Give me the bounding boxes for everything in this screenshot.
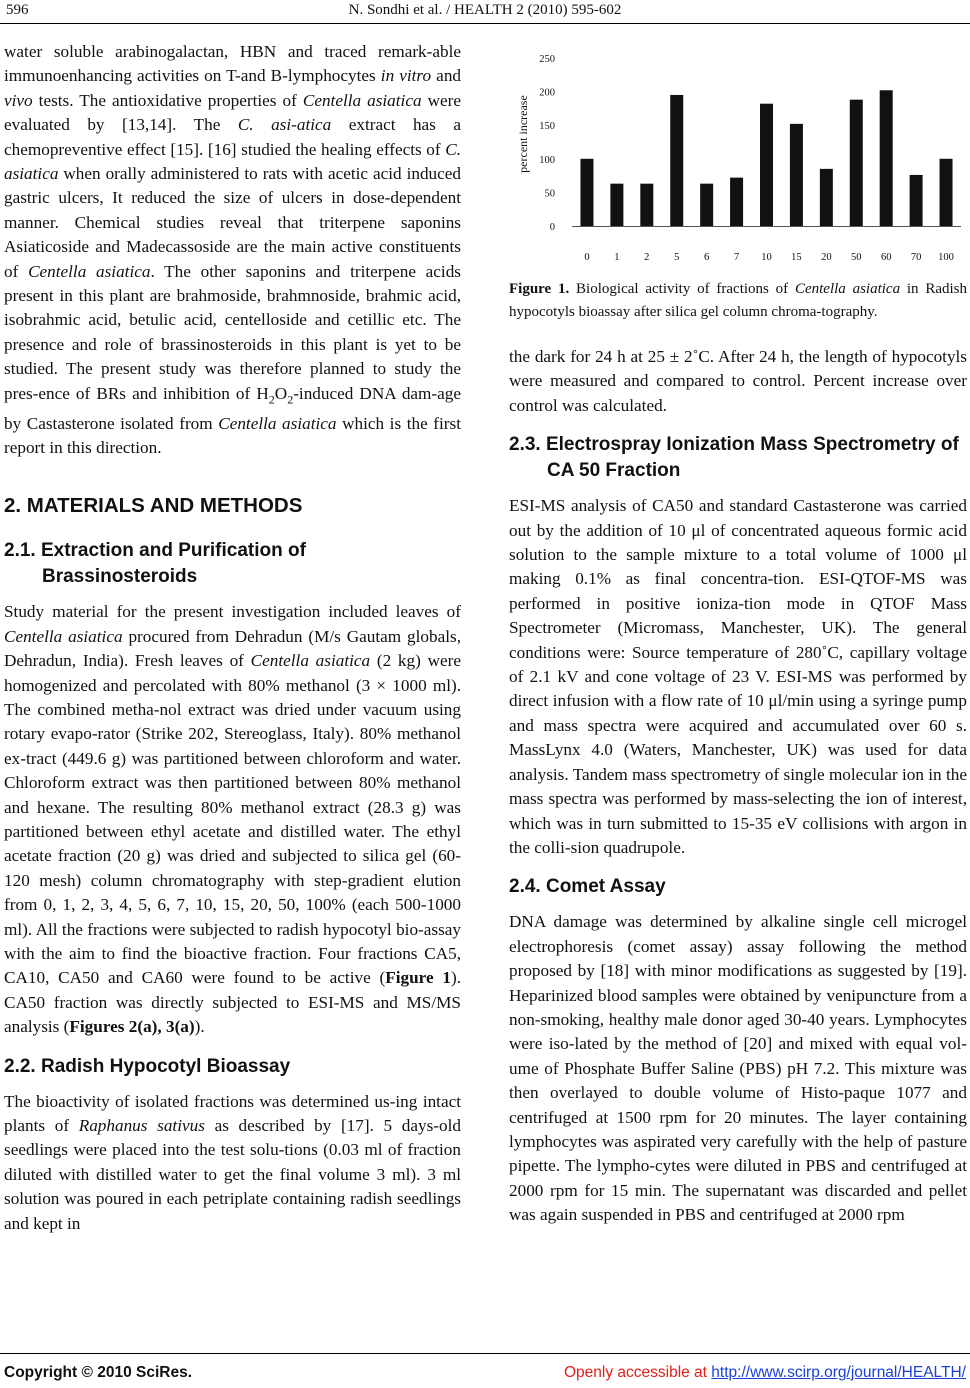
bar-50 xyxy=(850,100,863,226)
figure-1-caption: Figure 1. Biological activity of fractions of Centella asiatica in Radish hypocotyls bioassay after silica gel column chroma-tography. xyxy=(509,281,968,320)
bar-1 xyxy=(610,184,623,226)
subsection-heading-comet-assay: 2.4. Comet Assay xyxy=(509,876,666,898)
subsection-heading-esi-ms: 2.3. Electrospray Ionization Mass Spectrometry of CA 50 Fraction xyxy=(509,434,959,482)
header-rule xyxy=(0,23,970,24)
left-column xyxy=(4,40,461,1236)
x-tick-label: 5 xyxy=(674,252,680,263)
y-tick-label: 200 xyxy=(539,87,555,99)
x-tick-label: 10 xyxy=(761,252,772,263)
y-tick-label: 50 xyxy=(544,188,555,200)
figure-1 xyxy=(509,40,967,268)
bar-15 xyxy=(790,124,803,226)
bioassay-continued-paragraph: the dark for 24 h at 25 ± 2˚C. After 24 h, the length of hypocotyls were measured and compared to control. Percent increase over control was calculated. xyxy=(509,347,967,415)
bar-60 xyxy=(880,90,893,226)
bar-6 xyxy=(700,184,713,226)
x-tick-label: 50 xyxy=(851,252,862,263)
page-number: 596 xyxy=(6,2,29,18)
footer-rule xyxy=(0,1353,970,1354)
bar-7 xyxy=(730,178,743,226)
x-tick-label: 1 xyxy=(614,252,620,263)
y-tick-label: 250 xyxy=(539,54,555,65)
bar-10 xyxy=(760,104,773,226)
bar-100 xyxy=(940,159,953,226)
footer-access-label: Openly accessible at xyxy=(563,1364,712,1381)
x-tick-label: 2 xyxy=(644,252,650,263)
intro-paragraph: water soluble arabinogalactan, HBN and traced remark-able immunoenhancing activities on T-and B-lymphocytes in vitro and vivo tests. The antioxidative properties of Centella asiatica were evaluated by [13,14]. The C. asi-atica extract has a chemopreventive effect [15]. [16] studied the healing effects of C. asiatica when orally administered to rats with acetic acid induced gastric ulcers, It reduced the size of ulcers in dose-dependent manner. Chemical studies reveal that triterpene saponins Asiaticoside and Madecassoside are the main active constituents of Centella asiatica. The other saponins and triterpene acids present in this plant are brahmoside, brahmnoside, brahmic acid, isobrahmic acid, betulic acid, centelloside and cetillic etc. The presence and role of brassinosteroids in this plant is yet to be studied. The present study was therefore planned to study the pres-ence of BRs and inhibition of $H_2O_2$-induced DNA dam-age by Castasterone isolated from Centella asiatica which is the first report in this direction. xyxy=(4,42,462,457)
section-heading-materials-methods: 2. MATERIALS AND METHODS xyxy=(4,494,303,518)
journal-link[interactable]: http://www.scirp.org/journal/HEALTH/ xyxy=(711,1364,966,1381)
y-axis-label: percent increase xyxy=(516,95,530,173)
comet-assay-paragraph: DNA damage was determined by alkaline single cell microgel electrophoresis (comet assay) assay following the method proposed by [18] with minor modifications as suggested by [19]. Heparinized blood samples were obtained by venipuncture from a non-smoking, healthy male donor aged 30-40 years. Lymphocytes were iso-lated by the method of [20] and mixed with equal vol-ume of Phosphate Buffer Saline (PBS) pH 7.2. This mixture was then overlayed to double volume of Histo-paque 1077 and centrifuged at 1500 rpm for 20 minutes. The layer containing lymphocytes was aspirated very carefully with the help of pasture pipette. The lympho-cytes were diluted in PBS and centrifuged at 2000 rpm for 15 min. The supernatant was discarded and pellet was again suspended in PBS and centrifuged at 2000 rpm xyxy=(509,912,967,1225)
bar-20 xyxy=(820,169,833,226)
bar-0 xyxy=(580,159,593,226)
x-tick-label: 6 xyxy=(704,252,710,263)
subsection-heading-extraction: 2.1. Extraction and Purification of Brassinosteroids xyxy=(4,540,306,588)
bar-70 xyxy=(910,175,923,226)
bioassay-paragraph: The bioactivity of isolated fractions was determined us-ing intact plants of Raphanus sativus as described by [17]. 5 days-old seedlings were placed into the test solu-tions (0.03 ml of fraction diluted with distilled water to get the final volume 3 ml). 3 ml solution was poured in each petriplate containing radish seedlings and kept in xyxy=(4,1091,461,1233)
x-tick-label: 7 xyxy=(733,252,740,263)
x-tick-label: 0 xyxy=(584,252,590,263)
footer-copyright: Copyright © 2010 SciRes. xyxy=(4,1364,193,1381)
subsection-heading-bioassay: 2.2. Radish Hypocotyl Bioassay xyxy=(4,1055,291,1077)
x-tick-label: 100 xyxy=(938,252,954,263)
running-header: N. Sondhi et al. / HEALTH 2 (2010) 595-602 xyxy=(348,2,622,18)
extraction-paragraph: Study material for the present investigation included leaves of Centella asiatica procured from Dehradun (M/s Gautam globals, Dehradun, India). Fresh leaves of Centella asiatica (2 kg) were homogenized and percolated with 80% methanol (3 × 1000 ml). The combined metha-nol extract was dried under vacuum using rotary evapo-rator (Strike 202, Stereoglass, Italy). 80% methanol ex-tract (449.6 g) was partitioned between chloroform and water. Chloroform extract was then partitioned between 80% methanol and hexane. The resulting 80% methanol extract (28.3 g) was partitioned between ethyl acetate and distilled water. The ethyl acetate fraction (20 g) was dried and subjected to silica gel (60-120 mesh) column chromatography with step-gradient elution from 0, 1, 2, 3, 4, 5, 6, 7, 10, 15, 20, 50, 100% (each 500-1000 ml). All the fractions were subjected to radish hypocotyl bio-assay with the aim to find the bioactive fraction. Four fractions CA5, CA10, CA50 and CA60 were found to be active (Figure 1). CA50 fraction was directly subjected to ESI-MS and MS/MS analysis (Figures 2(a), 3(a)). xyxy=(4,602,461,1037)
footer-access xyxy=(564,1364,966,1382)
y-tick-label: 100 xyxy=(539,154,555,166)
y-tick-label: 150 xyxy=(539,121,555,133)
right-column xyxy=(509,40,967,1228)
x-tick-label: 20 xyxy=(821,252,832,263)
y-tick-label: 0 xyxy=(549,222,555,233)
x-tick-label: 70 xyxy=(910,252,922,263)
x-tick-label: 60 xyxy=(880,252,892,263)
bar-2 xyxy=(640,184,653,226)
bar-5 xyxy=(670,95,683,226)
esi-ms-paragraph: ESI-MS analysis of CA50 and standard Castasterone was carried out by the addition of 10 μl of concentrated aqueous formic acid solution to the sample mixture to a total volume of 1000 μl making 0.1% as final concentra-tion. ESI-QTOF-MS was performed in positive ioniza-tion mode in QTOF Mass Spectrometer (Micromass, Manchester, UK). The general conditions were: Source temperature of 280˚C, capillary voltage of 2.1 kV and cone voltage of 23 V. ESI-MS was performed by direct infusion with a flow rate of 10 μl/min using a syringe pump and mass spectra were acquired and accumulated over 60 s. MassLynx 4.0 (Waters, Manchester, UK) was used for data analysis. Tandem mass spectrometry of single molecular ion in the mass spectra was performed by mass-selecting the ion of interest, which was in turn submitted to 15-35 eV collisions with argon in the colli-sion quadrupole. xyxy=(509,496,967,857)
x-tick-label: 15 xyxy=(791,252,802,263)
bar-chart xyxy=(509,40,967,268)
